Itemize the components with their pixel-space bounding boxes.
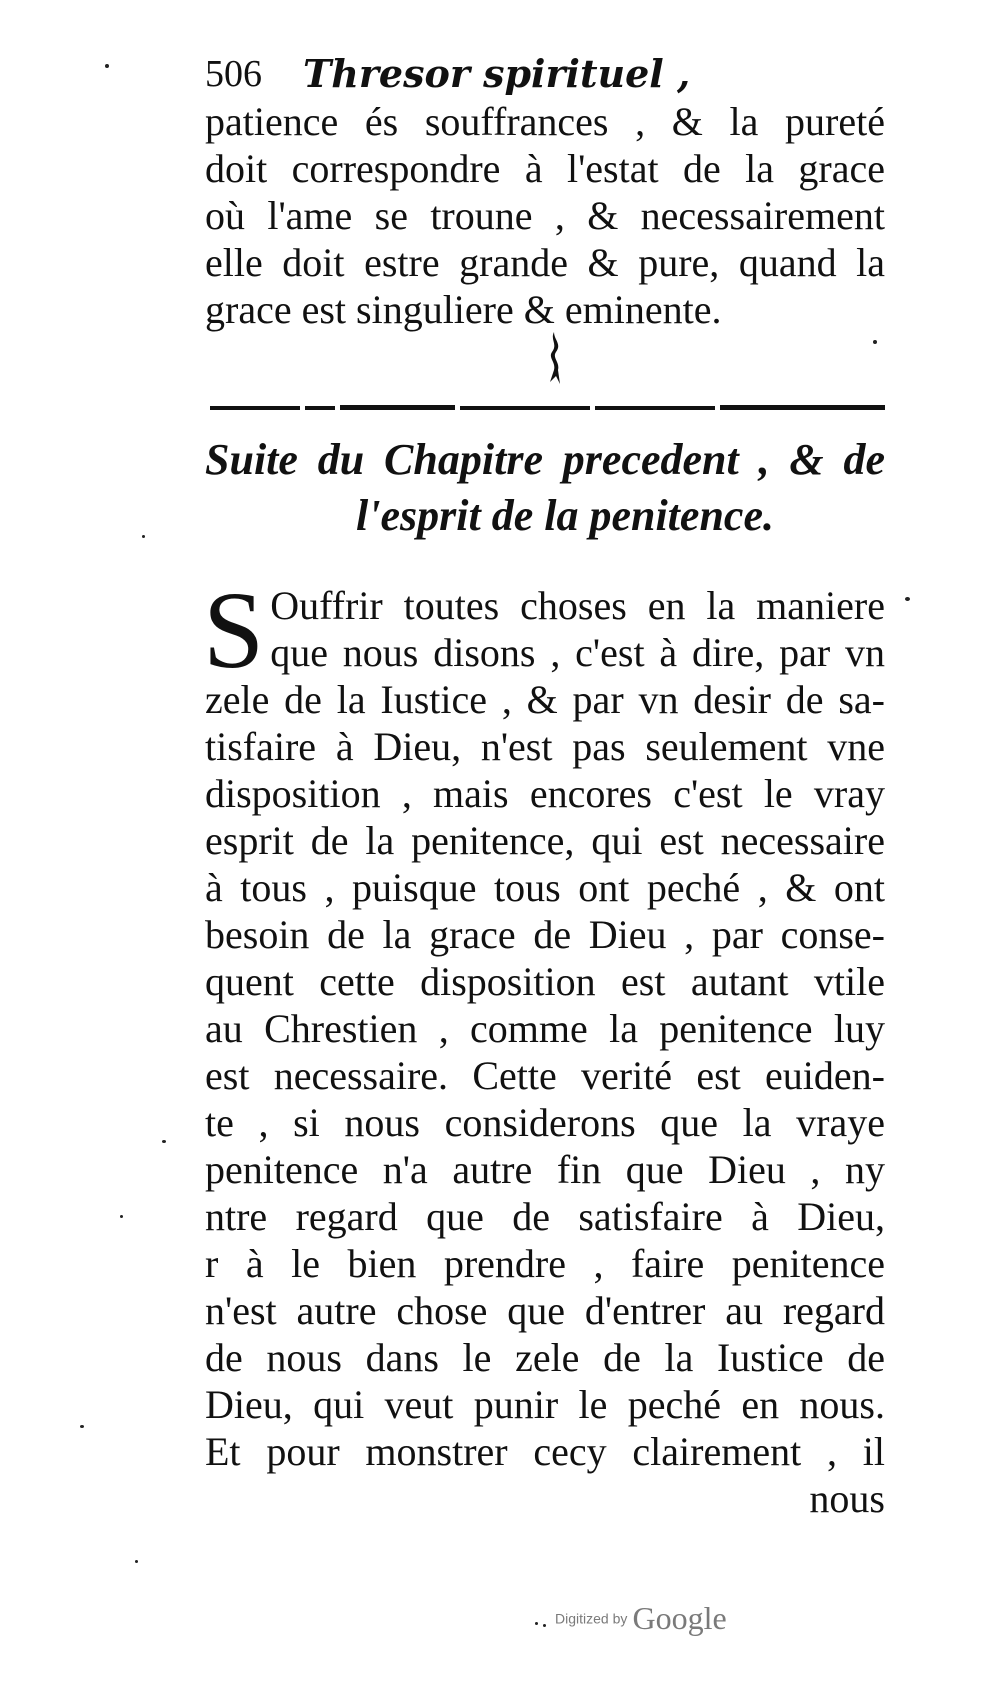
- text-line: elle doit estre grande & pure, quand la: [205, 240, 885, 285]
- text-line: que nous disons , c'est à dire, par vn: [270, 630, 885, 675]
- top-paragraph: [205, 98, 885, 333]
- digitized-label: Digitized by: [555, 1610, 628, 1627]
- google-brand: Google: [632, 1600, 727, 1636]
- running-title: Thresor spirituel ,: [303, 51, 691, 96]
- text-line: Et pour monstrer cecy clairement , il: [205, 1429, 885, 1474]
- ink-speck: [80, 1425, 84, 1428]
- catchword: nous: [809, 1476, 885, 1521]
- section-heading: [205, 432, 885, 544]
- text-line: où l'ame se troune , & necessairement: [205, 193, 885, 238]
- text-line: grace est singuliere & eminente.: [205, 287, 722, 332]
- text-line: r à le bien prendre , faire penitence: [205, 1241, 885, 1286]
- text-line: penitence n'a autre fin que Dieu , ny: [205, 1147, 885, 1192]
- text-line: patience és souffrances , & la pureté: [205, 99, 885, 144]
- ink-speck: [135, 1560, 138, 1563]
- ink-speck: [535, 1622, 538, 1625]
- ink-speck: [873, 340, 877, 344]
- digitization-watermark: [555, 1600, 795, 1640]
- running-head: [205, 48, 725, 100]
- section-divider-rule: [210, 403, 885, 413]
- text-line: doit correspondre à l'estat de la grace: [205, 146, 885, 191]
- section-heading-line-1: Suite du Chapitre precedent , & de: [205, 435, 885, 484]
- drop-cap: S: [203, 569, 265, 691]
- section-heading-line-2: l'esprit de la penitence.: [356, 491, 774, 540]
- ink-speck: [120, 1215, 123, 1218]
- text-line: disposition , mais encores c'est le vray: [205, 771, 885, 816]
- text-line: au Chrestien , comme la penitence luy: [205, 1006, 885, 1051]
- text-line: de nous dans le zele de la Iustice de: [205, 1335, 885, 1380]
- text-line: esprit de la penitence, qui est necessaire: [205, 818, 885, 863]
- ink-speck: [105, 64, 109, 68]
- text-line: quent cette disposition est autant vtile: [205, 959, 885, 1004]
- page-number: 506: [205, 53, 262, 95]
- text-line: besoin de la grace de Dieu , par conse-: [205, 912, 885, 957]
- text-line: Dieu, qui veut punir le peché en nous.: [205, 1382, 885, 1427]
- ink-speck: [905, 597, 910, 601]
- text-line: ntre regard que de satisfaire à Dieu,: [205, 1194, 885, 1239]
- text-line: à tous , puisque tous ont peché , & ont: [205, 865, 885, 910]
- text-line: n'est autre chose que d'entrer au regard: [205, 1288, 885, 1333]
- ink-speck: [142, 535, 145, 538]
- ink-speck: [543, 1624, 546, 1627]
- fleuron-ornament-icon: [540, 330, 568, 386]
- text-line: est necessaire. Cette verité est euiden-: [205, 1053, 885, 1098]
- text-line: zele de la Iustice , & par vn desir de sa-: [205, 677, 885, 722]
- body-paragraph: [203, 569, 885, 1522]
- text-line: tisfaire à Dieu, n'est pas seulement vne: [205, 724, 885, 769]
- ink-speck: [162, 1140, 166, 1143]
- text-line: Ouffrir toutes choses en la maniere: [270, 583, 885, 628]
- text-line: te , si nous considerons que la vraye: [205, 1100, 885, 1145]
